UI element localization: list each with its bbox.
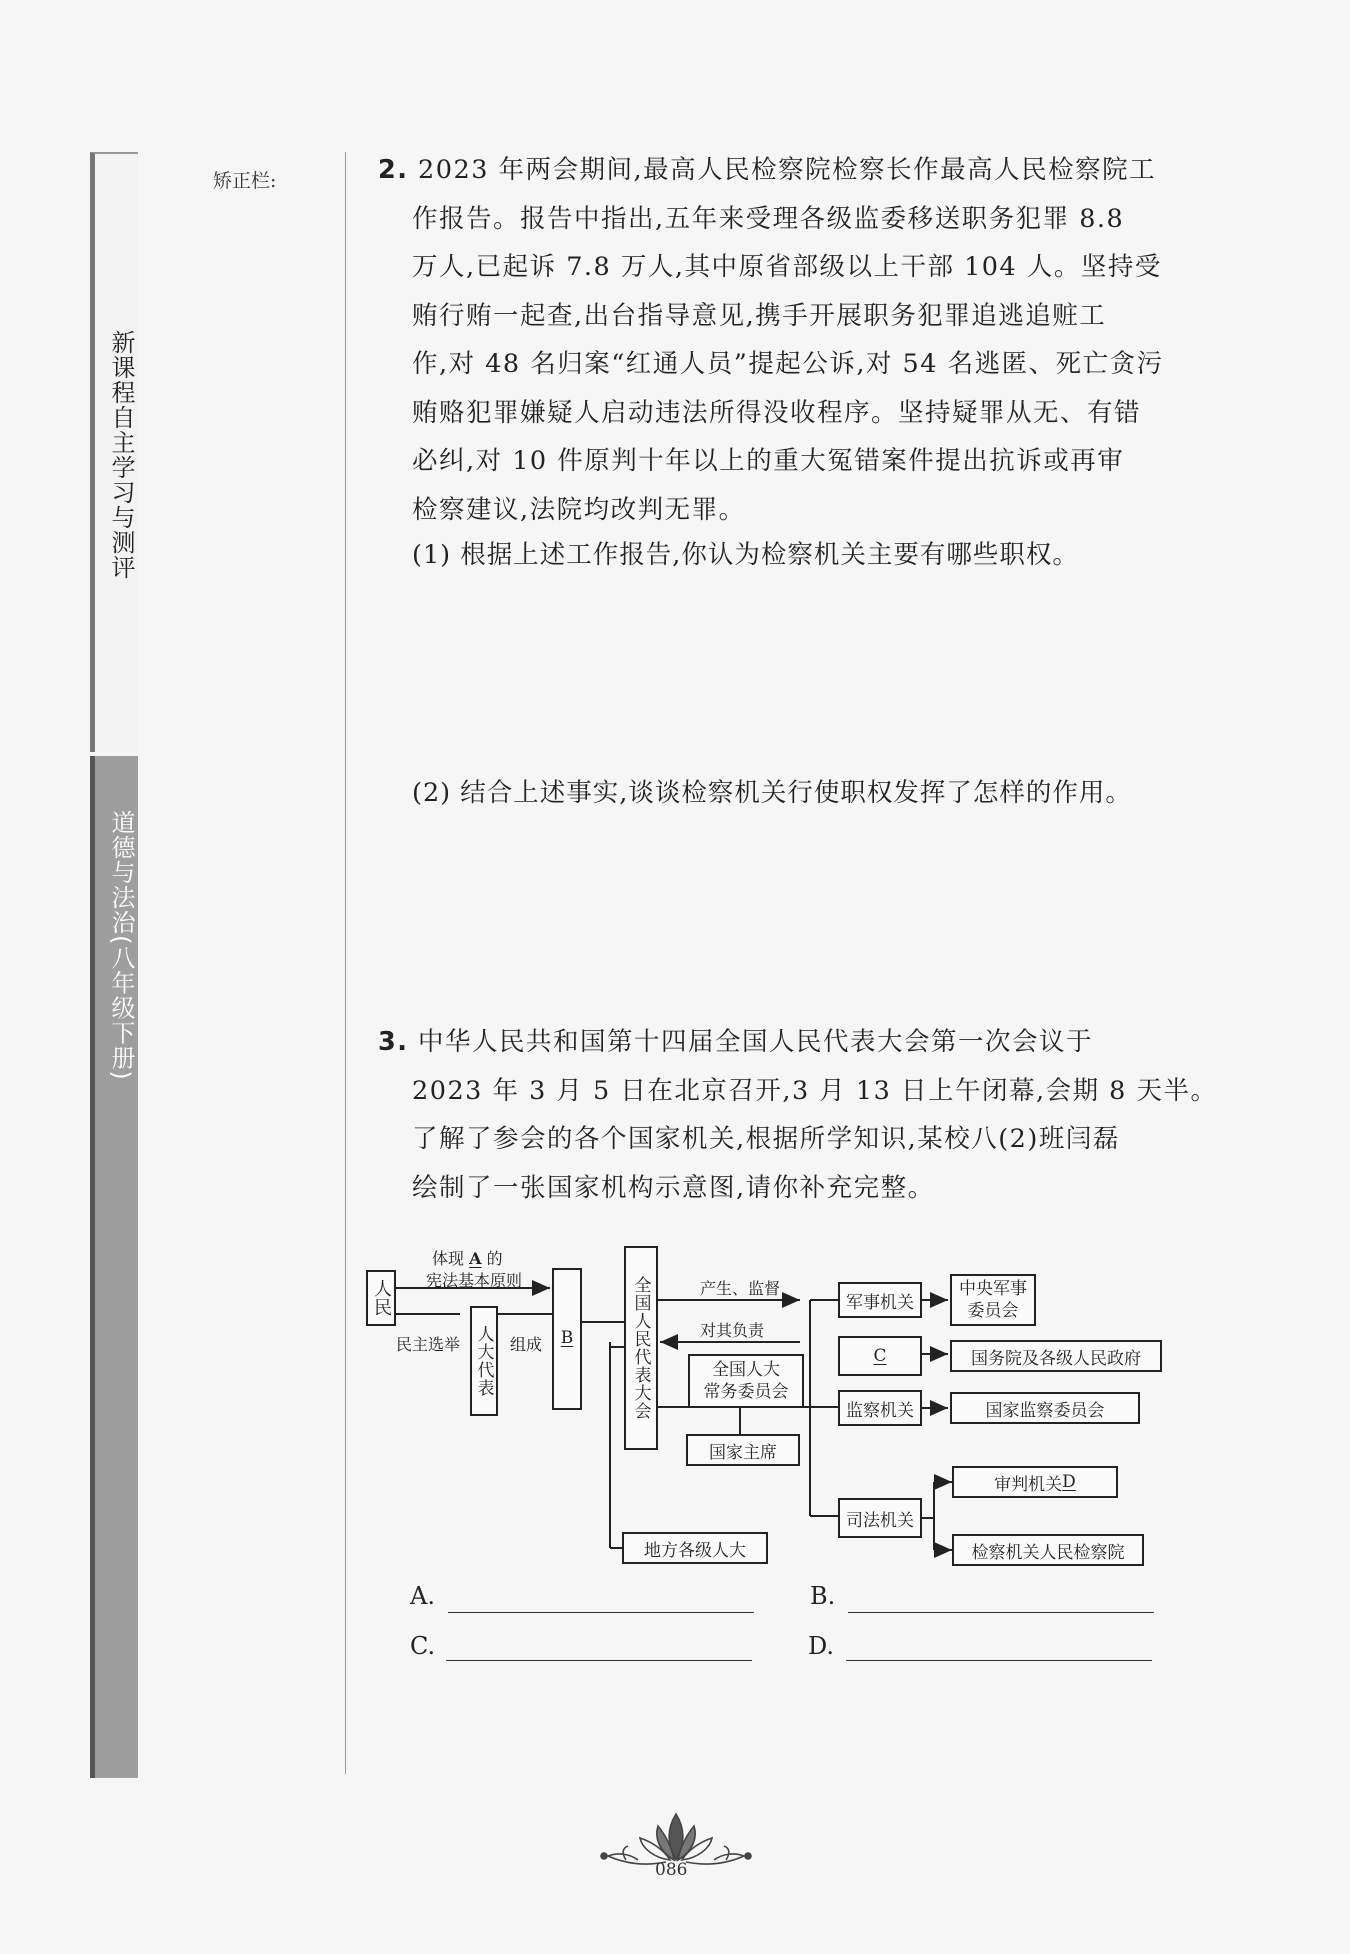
npc-box: 全国人民代表大会	[624, 1246, 658, 1450]
series-title: 新课程自主学习与测评	[107, 330, 135, 580]
deputies-box: 人大代表	[470, 1306, 498, 1416]
question-text-line: 贿行贿一起查,出台指导意见,携手开展职务犯罪追逃追赃工	[412, 300, 1107, 331]
procuratorate-box: 检察机关人民检察院	[952, 1534, 1144, 1566]
question-text-line: 检察建议,法院均改判无罪。	[412, 494, 746, 525]
blank-c: C	[873, 1346, 887, 1366]
answer-c-line[interactable]	[446, 1660, 752, 1661]
embody-label	[432, 1246, 503, 1269]
answer-c-label: C.	[410, 1632, 436, 1660]
sub-question-2: (2) 结合上述事实,谈谈检察机关行使职权发挥了怎样的作用。	[412, 778, 1132, 808]
blank-b: B	[560, 1328, 574, 1348]
question-text-line: 2023 年 3 月 5 日在北京召开,3 月 13 日上午闭幕,会期 8 天半。	[412, 1075, 1218, 1106]
military-box: 军事机关	[838, 1282, 922, 1318]
question-text-line: 绘制了一张国家机构示意图,请你补充完整。	[412, 1172, 935, 1203]
page-number: 086	[655, 1860, 688, 1880]
embody-prefix: 体现	[432, 1249, 465, 1268]
question-number: 2.	[378, 155, 409, 185]
blank-d: D	[1062, 1472, 1076, 1492]
question-text-line: 作报告。报告中指出,五年来受理各级监委移送职务犯罪 8.8	[412, 203, 1125, 234]
answer-b-label: B.	[810, 1582, 836, 1610]
npc-standing-line: 常务委员会	[703, 1382, 789, 1402]
question-text-line: 2023 年两会期间,最高人民检察院检察长作最高人民检察院工	[418, 155, 1157, 185]
correction-label: 矫正栏:	[213, 170, 277, 192]
question-text-line: 中华人民共和国第十四届全国人民代表大会第一次会议于	[418, 1027, 1094, 1057]
answer-b-line[interactable]	[848, 1612, 1154, 1613]
trial-box	[952, 1466, 1118, 1498]
answer-d-line[interactable]	[846, 1660, 1152, 1661]
answer-d-label: D.	[808, 1632, 835, 1660]
responsible-label: 对其负责	[700, 1321, 765, 1340]
answer-a-label: A.	[410, 1582, 435, 1610]
question-2	[378, 146, 1166, 534]
npc-standing-line: 全国人大	[712, 1360, 780, 1380]
principle-label: 宪法基本原则	[426, 1271, 523, 1290]
local-congress-box: 地方各级人大	[622, 1532, 768, 1564]
trial-prefix: 审判机关	[994, 1474, 1063, 1495]
answer-a-line[interactable]	[448, 1612, 754, 1613]
produce-supervise-label: 产生、监督	[700, 1279, 781, 1298]
c-box	[838, 1336, 922, 1376]
nsc-box: 国家监察委员会	[950, 1392, 1140, 1424]
judicial-box: 司法机关	[838, 1498, 922, 1538]
state-council-box: 国务院及各级人民政府	[950, 1340, 1162, 1372]
column-divider	[345, 152, 346, 1774]
embody-suffix: 的	[486, 1249, 503, 1268]
state-organs-diagram	[360, 1232, 1170, 1572]
blank-a: A	[469, 1249, 482, 1268]
cmc-line: 委员会	[967, 1301, 1019, 1321]
question-text-line: 作,对 48 名归案“红通人员”提起公诉,对 54 名逃匿、死亡贪污	[412, 349, 1164, 379]
cmc-box	[950, 1274, 1036, 1326]
cmc-line: 中央军事	[959, 1279, 1027, 1299]
election-label: 民主选举	[396, 1335, 461, 1354]
supervisory-box: 监察机关	[838, 1390, 922, 1426]
floral-ornament-icon	[596, 1808, 756, 1868]
question-text-line: 了解了参会的各个国家机关,根据所学知识,某校八(2)班闫磊	[412, 1124, 1120, 1154]
compose-label: 组成	[510, 1335, 543, 1354]
president-box: 国家主席	[686, 1434, 800, 1466]
question-text-line: 万人,已起诉 7.8 万人,其中原省部级以上干部 104 人。坚持受	[412, 252, 1162, 282]
people-box: 人民	[366, 1270, 396, 1326]
sub-question-1: (1) 根据上述工作报告,你认为检察机关主要有哪些职权。	[412, 540, 1079, 570]
question-text-line: 必纠,对 10 件原判十年以上的重大冤错案件提出抗诉或再审	[412, 446, 1125, 476]
b-box	[552, 1268, 582, 1410]
book-title: 道德与法治(八年级下册)	[107, 810, 135, 1081]
question-number: 3.	[378, 1027, 409, 1057]
npc-standing-box	[688, 1354, 804, 1408]
question-text-line: 贿赂犯罪嫌疑人启动违法所得没收程序。坚持疑罪从无、有错	[412, 397, 1142, 428]
question-3	[378, 1018, 1218, 1212]
